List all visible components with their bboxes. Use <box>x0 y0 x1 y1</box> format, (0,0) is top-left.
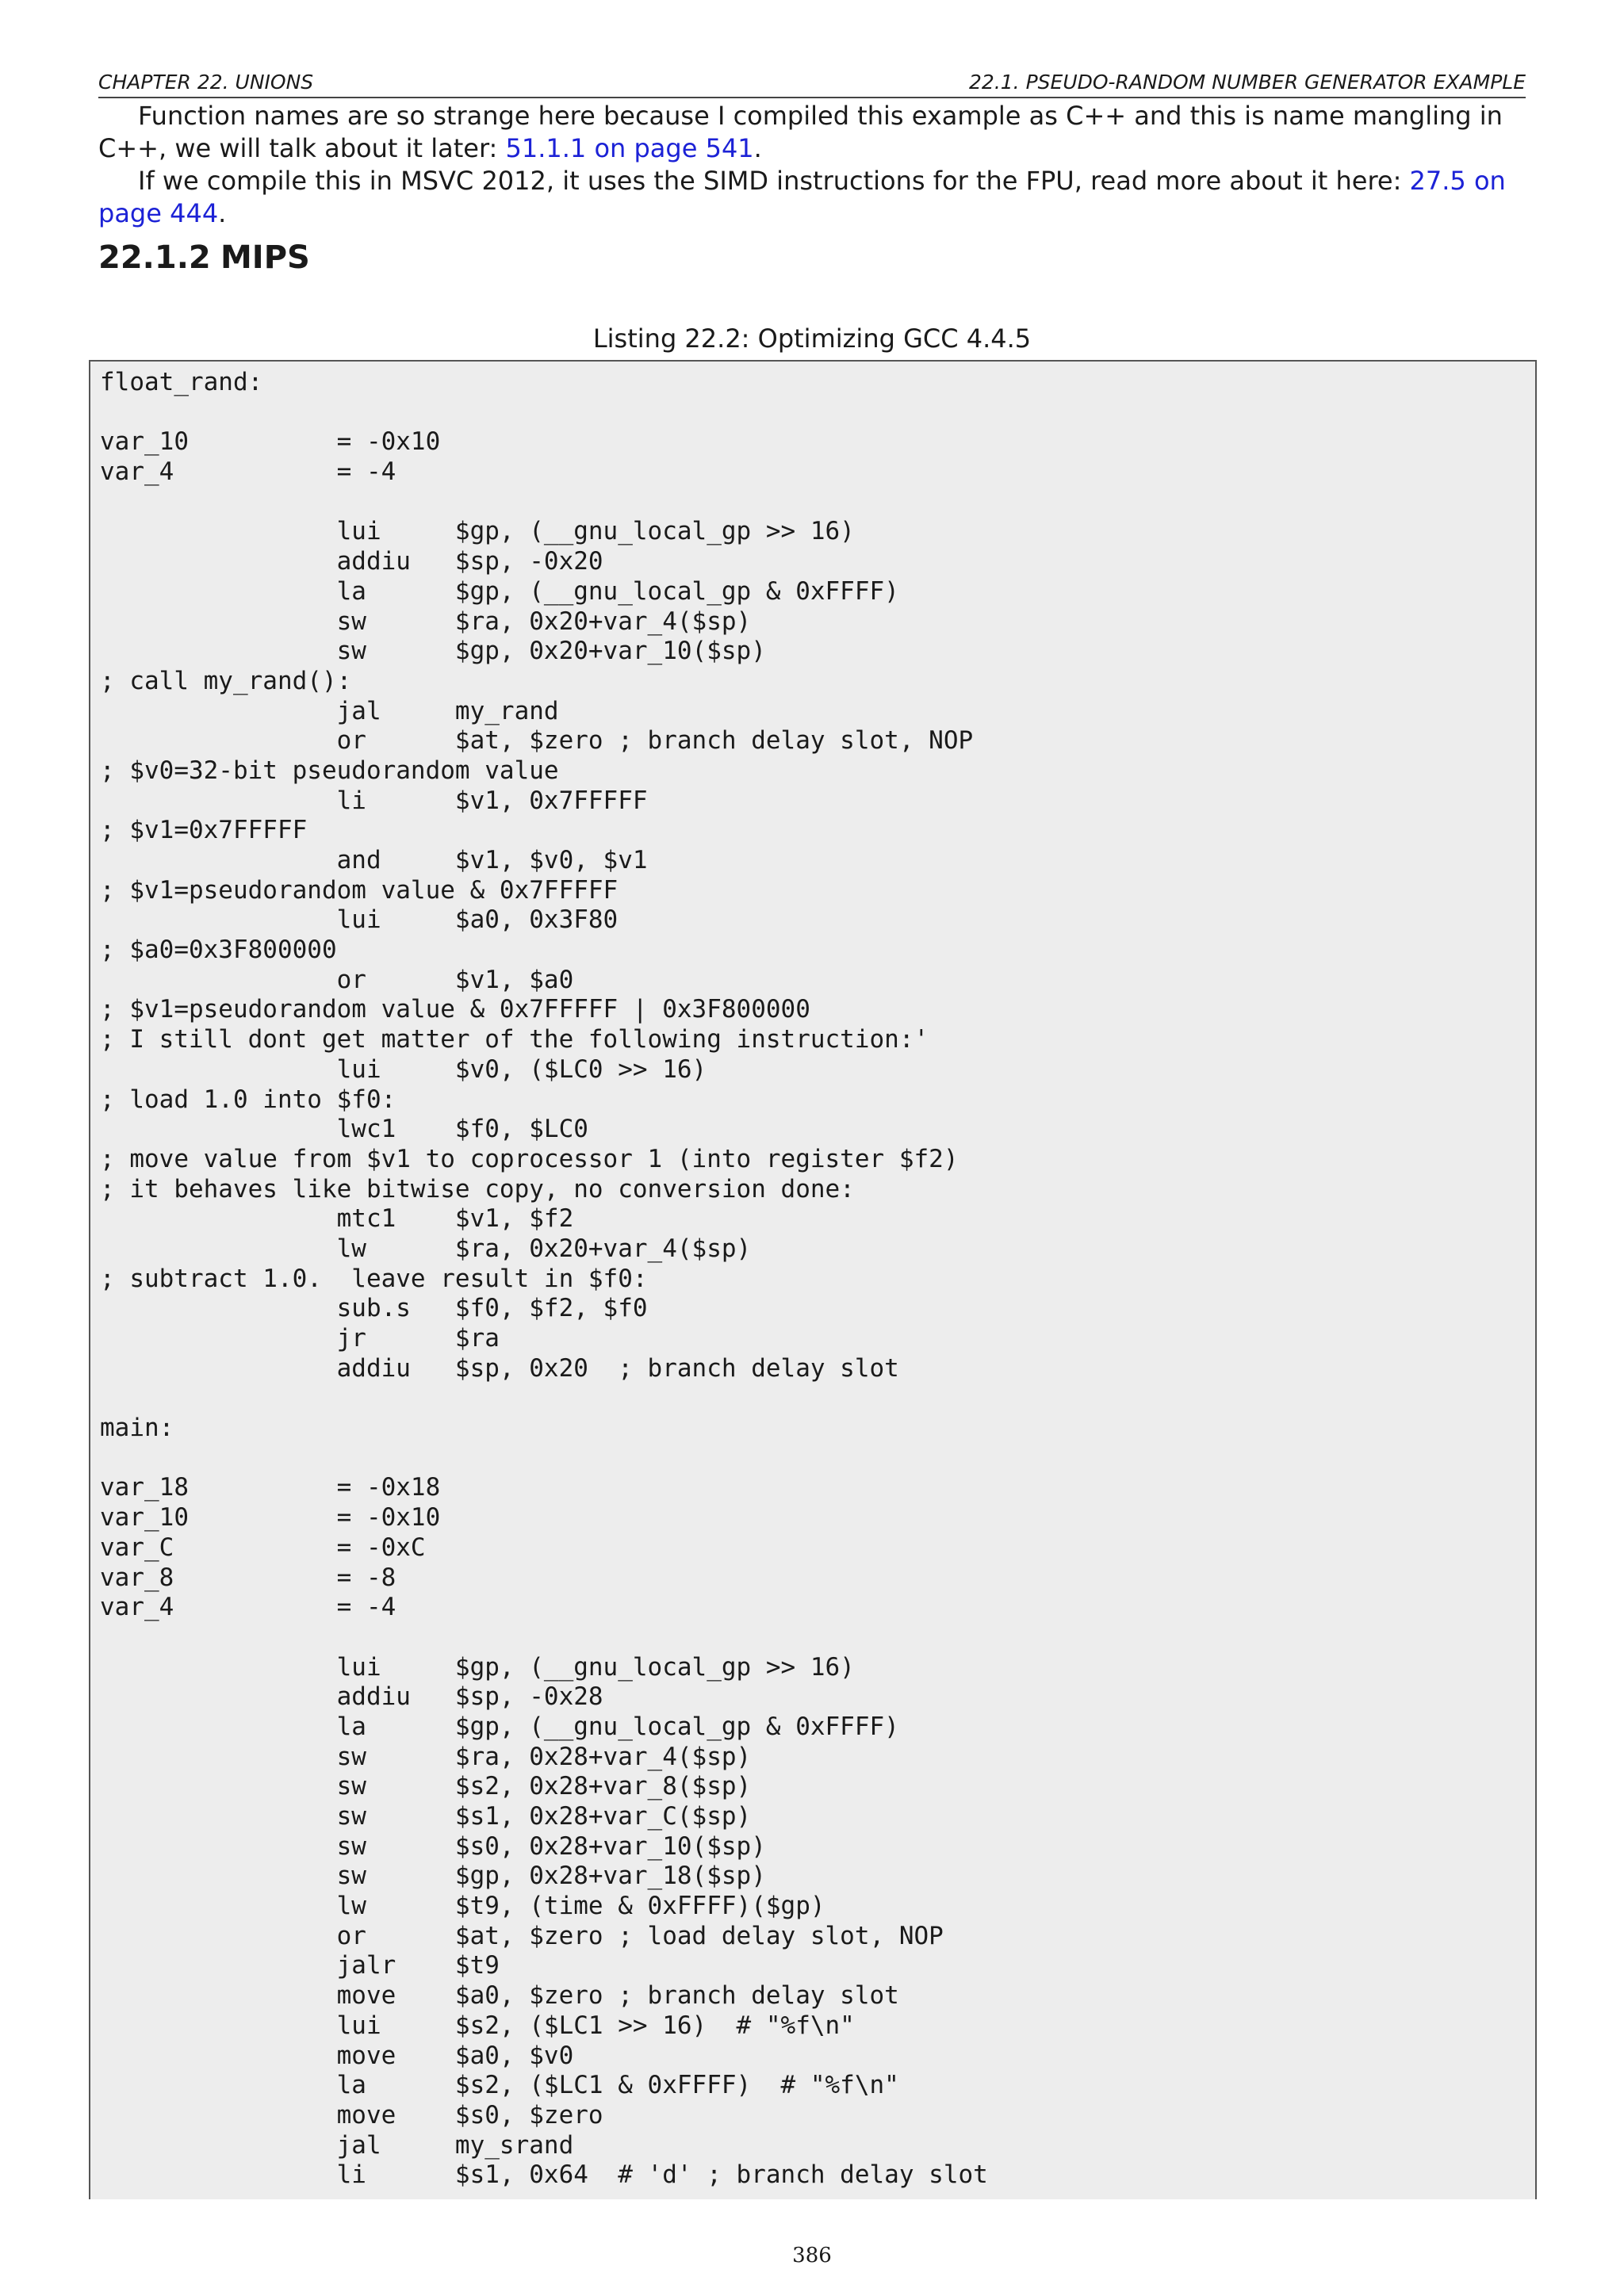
code-line: addiu $sp, -0x20 <box>100 547 603 576</box>
paragraph-msvc <box>98 165 1526 230</box>
code-line: lui $gp, (__gnu_local_gp >> 16) <box>100 1652 855 1682</box>
code-line: la $gp, (__gnu_local_gp & 0xFFFF) <box>100 576 899 606</box>
code-line: ; it behaves like bitwise copy, no conversion done: <box>100 1174 855 1203</box>
cross-reference-link[interactable]: 51.1.1 on page 541 <box>505 133 754 163</box>
code-line: or $v1, $a0 <box>100 965 574 994</box>
code-line: lui $s2, ($LC1 >> 16) # "%f\n" <box>100 2011 855 2040</box>
code-line: var_10 = -0x10 <box>100 427 441 457</box>
code-line: sw $s2, 0x28+var_8($sp) <box>100 1772 752 1801</box>
code-line: ; $v0=32-bit pseudorandom value <box>100 756 559 785</box>
code-line: li $v1, 0x7FFFFF <box>100 786 648 815</box>
code-line: ; $v1=0x7FFFFF <box>100 816 308 845</box>
code-line: or $at, $zero ; load delay slot, NOP <box>100 1921 944 1950</box>
code-line: sw $ra, 0x28+var_4($sp) <box>100 1742 752 1771</box>
code-line: ; subtract 1.0. leave result in $f0: <box>100 1264 648 1293</box>
cross-reference-link[interactable]: 27.5 on page 444 <box>98 166 1506 228</box>
code-line: mtc1 $v1, $f2 <box>100 1204 574 1234</box>
code-line: la $s2, ($LC1 & 0xFFFF) # "%f\n" <box>100 2071 899 2100</box>
code-line: move $a0, $zero ; branch delay slot <box>100 1981 899 2011</box>
section-heading <box>98 239 310 276</box>
code-line: main: <box>100 1414 174 1443</box>
code-line: lw $t9, (time & 0xFFFF)($gp) <box>100 1892 825 1921</box>
code-line: lui $v0, ($LC0 >> 16) <box>100 1054 707 1084</box>
section-header: 22.1. PSEUDO-RANDOM NUMBER GENERATOR EXAMPLE <box>969 71 1526 94</box>
code-line: la $gp, (__gnu_local_gp & 0xFFFF) <box>100 1712 899 1741</box>
paragraph-text: If we compile this in MSVC 2012, it uses the SIMD instructions for the FPU, read more about it here: <box>138 166 1410 196</box>
code-line: lwc1 $f0, $LC0 <box>100 1115 588 1144</box>
code-line: or $at, $zero ; branch delay slot, NOP <box>100 726 974 756</box>
code-line: ; $a0=0x3F800000 <box>100 936 337 965</box>
paragraph-text: Function names are so strange here because I compiled this example as C++ and this is name mangling in C++, we will talk about it later: <box>98 101 1503 163</box>
code-line <box>100 488 1535 518</box>
code-line <box>100 398 1535 428</box>
code-line: sw $s1, 0x28+var_C($sp) <box>100 1802 752 1831</box>
running-header <box>98 68 1526 98</box>
code-line: var_18 = -0x18 <box>100 1473 441 1502</box>
code-line: ; I still dont get matter of the following instruction:' <box>100 1025 929 1054</box>
code-line: sw $gp, 0x28+var_18($sp) <box>100 1862 766 1891</box>
code-line: jr $ra <box>100 1324 500 1353</box>
code-line: sub.s $f0, $f2, $f0 <box>100 1294 648 1323</box>
code-line <box>100 1444 1535 1474</box>
code-line: jal my_srand <box>100 2130 574 2160</box>
code-line: var_10 = -0x10 <box>100 1503 441 1533</box>
code-line: sw $s0, 0x28+var_10($sp) <box>100 1831 766 1861</box>
section-title: MIPS <box>220 239 310 276</box>
code-listing <box>89 360 1537 2199</box>
code-line: and $v1, $v0, $v1 <box>100 846 648 874</box>
code-line: ; $v1=pseudorandom value & 0x7FFFFF <box>100 875 619 905</box>
chapter-header: CHAPTER 22. UNIONS <box>98 71 314 94</box>
code-line: jal my_rand <box>100 696 559 725</box>
code-line: lui $a0, 0x3F80 <box>100 905 619 935</box>
section-number: 22.1.2 <box>98 239 211 276</box>
code-line: var_8 = -8 <box>100 1563 396 1592</box>
code-line: float_rand: <box>100 368 263 396</box>
code-line: addiu $sp, 0x20 ; branch delay slot <box>100 1353 899 1383</box>
code-line: move $a0, $v0 <box>100 2041 574 2070</box>
code-line: var_C = -0xC <box>100 1533 426 1562</box>
code-line: addiu $sp, -0x28 <box>100 1682 603 1712</box>
code-line: sw $ra, 0x20+var_4($sp) <box>100 607 752 636</box>
code-line: ; load 1.0 into $f0: <box>100 1085 396 1114</box>
code-line: sw $gp, 0x20+var_10($sp) <box>100 637 766 666</box>
paragraph-punct: . <box>218 198 227 228</box>
paragraph-punct: . <box>753 133 762 163</box>
code-line: ; $v1=pseudorandom value & 0x7FFFFF | 0x3F800000 <box>100 995 810 1024</box>
code-line: var_4 = -4 <box>100 457 396 487</box>
code-line: li $s1, 0x64 # 'd' ; branch delay slot <box>100 2160 988 2190</box>
code-line <box>100 1623 1535 1653</box>
code-line <box>100 1383 1535 1414</box>
code-line: jalr $t9 <box>100 1951 500 1980</box>
page-number: 386 <box>792 2244 832 2267</box>
code-line: lw $ra, 0x20+var_4($sp) <box>100 1234 752 1263</box>
listing-caption: Listing 22.2: Optimizing GCC 4.4.5 <box>592 323 1032 354</box>
code-line: lui $gp, (__gnu_local_gp >> 16) <box>100 517 855 546</box>
code-block <box>90 362 1535 2191</box>
code-line: ; move value from $v1 to coprocessor 1 (into register $f2) <box>100 1144 959 1173</box>
paragraph-name-mangling <box>98 100 1526 165</box>
code-line: var_4 = -4 <box>100 1593 396 1622</box>
code-line: ; call my_rand(): <box>100 666 352 695</box>
code-line: move $s0, $zero <box>100 2100 603 2130</box>
